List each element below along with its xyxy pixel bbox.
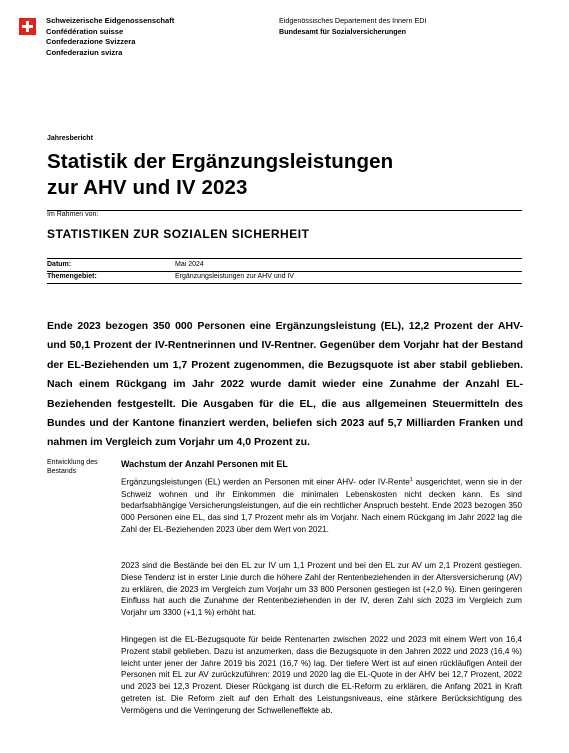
federation-name-it: Confederazione Svizzera [46, 37, 136, 46]
paragraph-2-text: 2023 sind die Bestände bei den EL zur IV um 1,1 Prozent und bei den EL zur AV um 2,1 Prozent gestiegen. Diese Tendenz ist in erster Linie durch die höhere Zahl der Rentenbeziehenden in der Altersversicherung (AV) zu erklären, die 2023 im Vergleich zum Vorjahr um 33 800 Personen gestiegen ist (+2,0 %). Einen geringeren Einfluss hat auch die Zunahme der Rentenbeziehenden in der IV, deren Zahl sich 2023 im Vergleich zum Vorjahr um 3300 (+1,1 %) erhöht hat. [121, 561, 522, 618]
department-block [279, 16, 426, 37]
side-label [47, 458, 119, 476]
lead-paragraph: Ende 2023 bezogen 350 000 Personen eine Ergänzungsleistung (EL), 12,2 Prozent der AHV- und 50,1 Prozent der IV-Rentnerinnen und IV-Rentner. Gegenüber dem Vorjahr hat der Bestand der EL-Beziehenden um 1,7 Prozent zugenommen, die Bezugsquote ist aber stabil geblieben. Nach einem Rückgang im Jahr 2022 wurde damit wieder eine Zunahme der Anzahl EL-Beziehenden festgestellt. Die Ausgaben für die EL, die aus allgemeinen Steuermitteln des Bundes und der Kantone finanziert werden, beliefen sich 2023 auf 5,7 Milliarden Franken und nahmen im Vergleich zum Vorjahr um 4,0 Prozent zu. [47, 320, 523, 449]
body-paragraph-3 [121, 634, 522, 717]
side-label-line-2: Bestands [47, 468, 77, 475]
federation-name-fr: Confédération suisse [46, 26, 124, 36]
title-line-1: Statistik der Ergänzungsleistungen [47, 150, 394, 173]
section-heading: Wachstum der Anzahl Personen mit EL [121, 459, 288, 469]
paragraph-1-text-a: Ergänzungsleistungen (EL) werden an Personen mit einer AHV- oder IV-Rente [121, 477, 410, 487]
body-paragraph-1 [121, 475, 522, 536]
divider [47, 258, 522, 259]
footnote-ref[interactable]: 1 [409, 477, 413, 483]
date-value: Mai 2024 [175, 261, 204, 268]
federation-name-rm: Confederaziun svizra [46, 47, 123, 57]
body-paragraph-2 [121, 560, 522, 619]
topic-value: Ergänzungsleistungen zur AHV und IV [175, 273, 295, 280]
page-title [47, 149, 393, 201]
series-title: STATISTIKEN ZUR SOZIALEN SICHERHEIT [47, 227, 310, 241]
office-name: Bundesamt für Sozialversicherungen [279, 26, 407, 36]
framework-label: Im Rahmen von: [47, 211, 99, 218]
paragraph-3-text: Hingegen ist die EL-Bezugsquote für beide Rentenarten zwischen 2022 und 2023 mit einem Wert von 16,4 Prozent stabil geblieben. Dazu ist anzumerken, dass die Bezugsquote in den Jahren 2022 und 2023 (16,4 %) leicht unter jener der Jahre 2019 bis 2021 (16,7 %) lag. Der tiefere Wert ist auf einen rückläufigen Anteil der Personen mit EL zur AV zurückzuführen: 2019 und 2020 lag die EL-Quote in der AHV bei 12,7 Prozent, 2022 und 2023 bei 12,3 Prozent. Dieser Rückgang ist durch die EL-Reform zu erklären, die Anfang 2021 in Kraft getreten ist. Die Reform zielt auf den Erhalt des Leistungsniveaus, eine stärkere Berücksichtigung des Vermögens und die Verringerung der Schwelleneffekte ab. [121, 635, 522, 715]
title-line-2: zur AHV und IV 2023 [47, 176, 248, 199]
federation-name-de: Schweizerische Eidgenossenschaft [46, 16, 175, 25]
swiss-flag-icon [19, 18, 36, 35]
paragraph-1-text-b: ausgerichtet, wenn sie in der Schweiz wohnen und ihr Einkommen die minimalen Lebenskosten nicht decken kann. Es sind bedarfsabhängige Versicherungsleistungen, auf die ein rechtlicher Anspruch besteht. Ende 2023 bezogen 350 000 Personen eine EL, das sind 1,7 Prozent mehr als im Vorjahr. Nach einem Rückgang im Jahr 2022 lag die Zahl der EL-Beziehenden 2023 über dem Wert von 2021. [121, 477, 522, 534]
federation-names [46, 16, 174, 58]
divider [47, 283, 522, 284]
date-label: Datum: [47, 261, 72, 268]
report-kicker: Jahresbericht [47, 135, 93, 142]
topic-label: Themengebiet: [47, 273, 97, 280]
department-name: Eidgenössisches Departement des Innern EDI [279, 16, 427, 25]
divider [47, 210, 522, 211]
divider [47, 271, 522, 272]
side-label-line-1: Entwicklung des [47, 459, 98, 466]
